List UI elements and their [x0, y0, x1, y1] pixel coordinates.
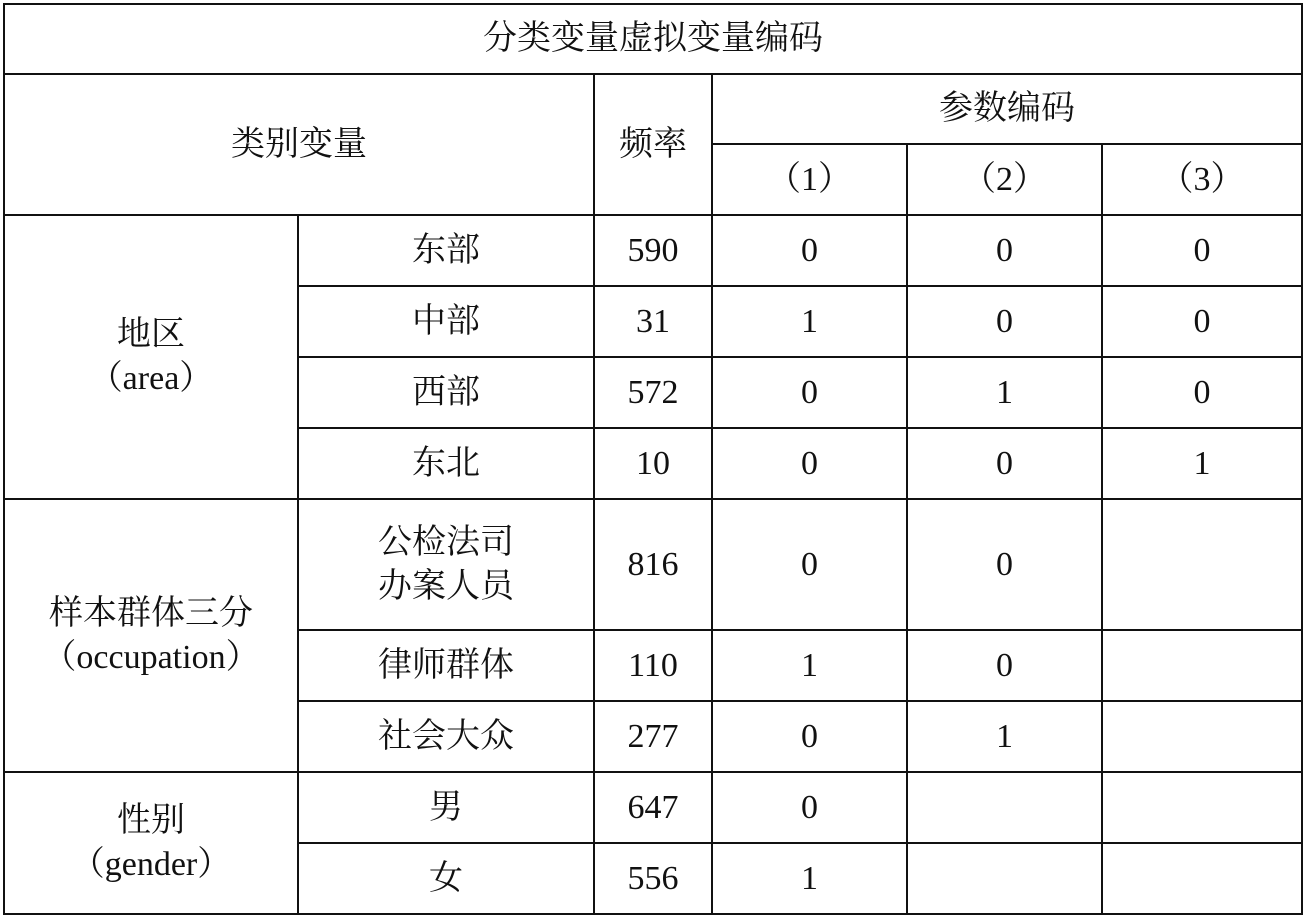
code-cell: [907, 843, 1102, 914]
code-cell: 1: [712, 630, 907, 701]
group-label-area: [4, 215, 298, 499]
code-cell: 0: [712, 428, 907, 499]
table-title: 分类变量虚拟变量编码: [4, 4, 1302, 74]
group-subname: （occupation）: [42, 638, 260, 676]
table-row: [4, 215, 1302, 286]
category-cell: 中部: [298, 286, 594, 357]
category-cell: 律师群体: [298, 630, 594, 701]
code-cell: 1: [907, 701, 1102, 772]
frequency-cell: 556: [594, 843, 712, 914]
code-cell: 0: [1102, 215, 1302, 286]
category-cell: 男: [298, 772, 594, 843]
code-cell: [1102, 701, 1302, 772]
frequency-cell: 647: [594, 772, 712, 843]
code-cell: 0: [712, 701, 907, 772]
code-cell: 1: [1102, 428, 1302, 499]
code-cell: 0: [907, 428, 1102, 499]
frequency-cell: 572: [594, 357, 712, 428]
category-cell: 女: [298, 843, 594, 914]
group-name: 样本群体三分: [49, 594, 253, 632]
code-cell: [1102, 772, 1302, 843]
category-cell: 西部: [298, 357, 594, 428]
code-cell: 1: [907, 357, 1102, 428]
code-cell: 0: [907, 499, 1102, 630]
parameter-coding-header: 参数编码: [712, 74, 1302, 144]
param-column-2-header: （2）: [907, 144, 1102, 215]
code-cell: 0: [907, 286, 1102, 357]
dummy-coding-table: [3, 3, 1303, 915]
code-cell: 0: [1102, 286, 1302, 357]
category-label-line-1: 公检法司: [378, 523, 514, 561]
group-name: 性别: [117, 802, 185, 839]
frequency-header: 频率: [594, 74, 712, 215]
table-row: [4, 772, 1302, 843]
frequency-cell: 10: [594, 428, 712, 499]
category-cell: [298, 499, 594, 630]
code-cell: 1: [712, 843, 907, 914]
category-label-line-2: 办案人员: [378, 567, 514, 605]
group-label-occupation: [4, 499, 298, 772]
table-row: [4, 499, 1302, 630]
code-cell: 0: [712, 215, 907, 286]
code-cell: 0: [1102, 357, 1302, 428]
param-column-1-header: （1）: [712, 144, 907, 215]
frequency-cell: 816: [594, 499, 712, 630]
group-subname: （gender）: [70, 846, 232, 883]
category-cell: 东部: [298, 215, 594, 286]
code-cell: [1102, 499, 1302, 630]
group-label-gender: [4, 772, 298, 914]
frequency-cell: 277: [594, 701, 712, 772]
frequency-cell: 110: [594, 630, 712, 701]
code-cell: [907, 772, 1102, 843]
group-name: 地区: [117, 316, 185, 353]
param-column-3-header: （3）: [1102, 144, 1302, 215]
title-row: [4, 4, 1302, 74]
header-row-1: [4, 74, 1302, 144]
frequency-cell: 31: [594, 286, 712, 357]
category-cell: 社会大众: [298, 701, 594, 772]
category-cell: 东北: [298, 428, 594, 499]
code-cell: [1102, 843, 1302, 914]
code-cell: [1102, 630, 1302, 701]
code-cell: 0: [907, 215, 1102, 286]
code-cell: 0: [907, 630, 1102, 701]
code-cell: 0: [712, 499, 907, 630]
category-variable-header: 类别变量: [4, 74, 594, 215]
code-cell: 0: [712, 357, 907, 428]
code-cell: 1: [712, 286, 907, 357]
code-cell: 0: [712, 772, 907, 843]
group-subname: （area）: [88, 360, 214, 397]
frequency-cell: 590: [594, 215, 712, 286]
